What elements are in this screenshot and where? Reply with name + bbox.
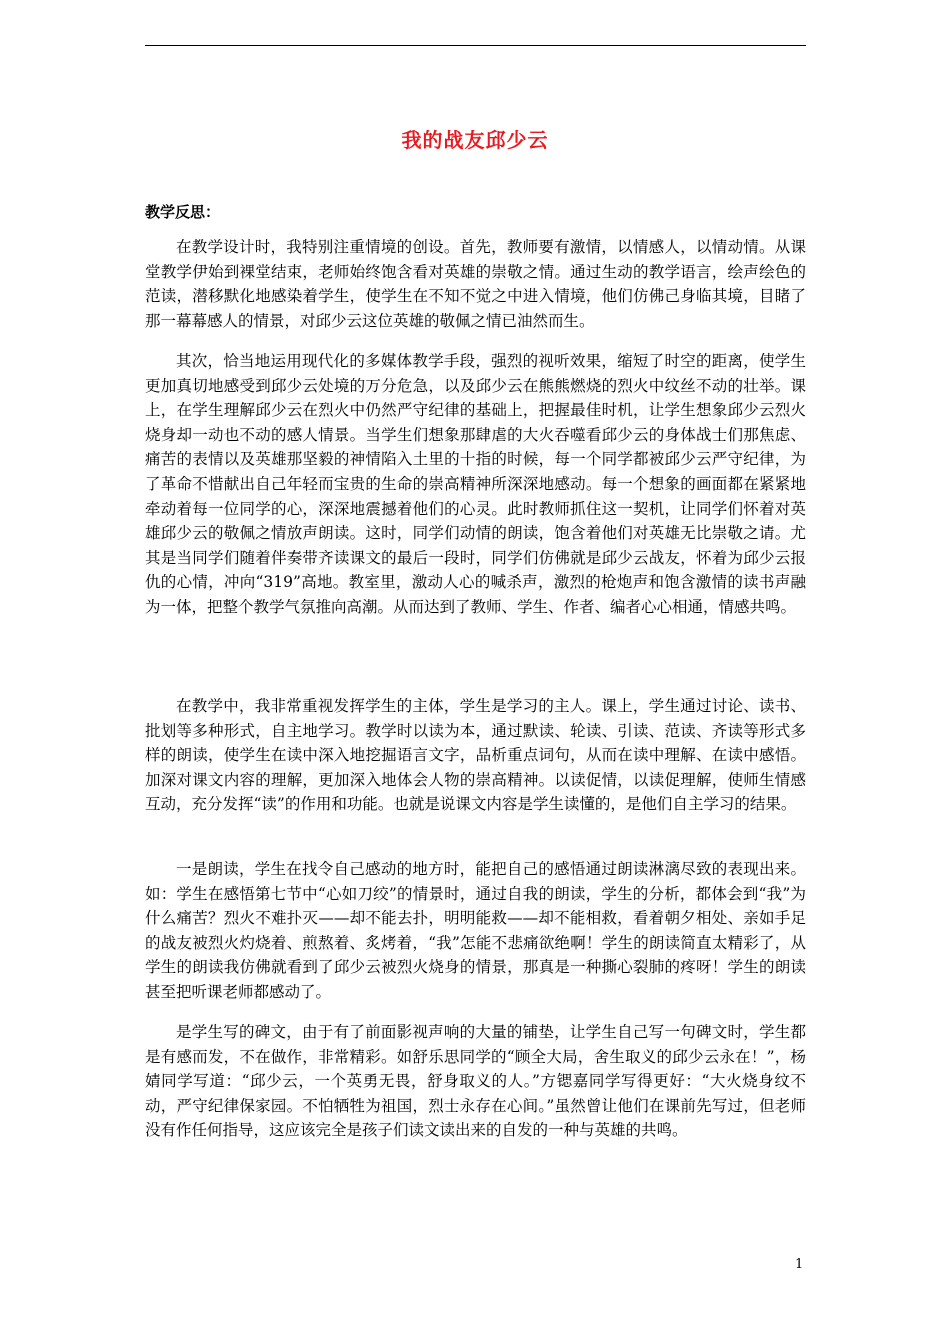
section-heading: 教学反思： (145, 203, 221, 221)
paragraph-block-2 (145, 349, 806, 620)
paragraph-block-1 (145, 235, 806, 333)
paragraph-2: 其次，恰当地运用现代化的多媒体教学手段，强烈的视听效果，缩短了时空的距离，使学生更加真切地感受到邱少云处境的万分危急，以及邱少云在熊熊燃烧的烈火中纹丝不动的壮举。课上，在学生理解邱少云在烈火中仍然严守纪律的基础上，把握最佳时机，让学生想象邱少云烈火烧身却一动也不动的感人情景。当学生们想象那肆虐的大火吞噬看邱少云的身体战士们那焦虑、痛苦的表情以及英雄那坚毅的神情陷入土里的十指的时候，每一个同学都被邱少云严守纪律，为了革命不惜献出自己年轻而宝贵的生命的崇高精神所深深地感动。每一个想象的画面都在紧紧地牵动着每一位同学的心，深深地震撼着他们的心灵。此时教师抓住这一契机，让同学们怀着对英雄邱少云的敬佩之情放声朗读。这时，同学们动情的朗读，饱含着他们对英雄无比崇敬之请。尤其是当同学们随着伴奏带齐读课文的最后一段时，同学们仿佛就是邱少云战友，怀着为邱少云报仇的心情，冲向“319”高地。教室里，激动人心的喊杀声，激烈的枪炮声和饱含激情的读书声融为一体，把整个教学气氛推向高潮。从而达到了教师、学生、作者、编者心心相通，情感共鸣。 (145, 352, 806, 616)
paragraph-block-5 (145, 1020, 806, 1143)
paragraph-1: 在教学设计时，我特别注重情境的创设。首先，教师要有激情，以情感人，以情动情。从课堂教学伊始到裸堂结束，老师始终饱含看对英雄的崇敬之情。通过生动的教学语言，绘声绘色的范读，潜移默化地感染着学生，使学生在不知不觉之中进入情境，他们仿佛己身临其境，目睹了那一幕幕感人的情景，对邱少云这位英雄的敬佩之情已油然而生。 (145, 238, 806, 330)
header-rule (145, 45, 806, 46)
paragraph-4: 一是朗读，学生在找令自己感动的地方时，能把自己的感悟通过朗读淋漓尽致的表现出来。如：学生在感悟第七节中“心如刀绞”的情景时，通过自我的朗读，学生的分析，都体会到“我”为什么痛苦？烈火不难扑灭——却不能去扑，明明能救——却不能相救，看着朝夕相处、亲如手足的战友被烈火灼烧着、煎熬着、炙烤着，“我”怎能不悲痛欲绝啊！学生的朗读简直太精彩了，从学生的朗读我仿佛就看到了邱少云被烈火烧身的情景，那真是一种撕心裂肺的疼呀！学生的朗读甚至把听课老师都感动了。 (145, 860, 806, 1001)
document-title: 我的战友邱少云 (401, 128, 549, 152)
paragraph-3: 在教学中，我非常重视发挥学生的主体，学生是学习的主人。课上，学生通过讨论、读书、批划等多种形式，自主地学习。教学时以读为本，通过默读、轮读、引读、范读、齐读等形式多样的朗读，使学生在读中深入地挖掘语言文字，品析重点词句，从而在读中理解、在读中感悟。加深对课文内容的理解，更加深入地体会人物的崇高精神。以读促情，以读促理解，使师生情感互动，充分发挥“读”的作用和功能。也就是说课文内容是学生读懂的，是他们自主学习的结果。 (145, 697, 806, 814)
paragraph-5: 是学生写的碑文，由于有了前面影视声响的大量的铺垫，让学生自己写一句碑文时，学生都是有感而发，不在做作，非常精彩。如舒乐思同学的“顾全大局，舍生取义的邱少云永在！”，杨婧同学写道：“邱少云，一个英勇无畏，舒身取义的人。”方锶嘉同学写得更好：“大火烧身纹不动，严守纪律保家园。不怕牺牲为祖国，烈士永存在心间。”虽然曾让他们在课前先写过，但老师没有作任何指导，这应该完全是孩子们读文读出来的自发的一种与英雄的共鸣。 (145, 1023, 806, 1140)
paragraph-block-4 (145, 857, 806, 1005)
page-number: 1 (795, 1257, 804, 1272)
paragraph-block-3 (145, 694, 806, 817)
